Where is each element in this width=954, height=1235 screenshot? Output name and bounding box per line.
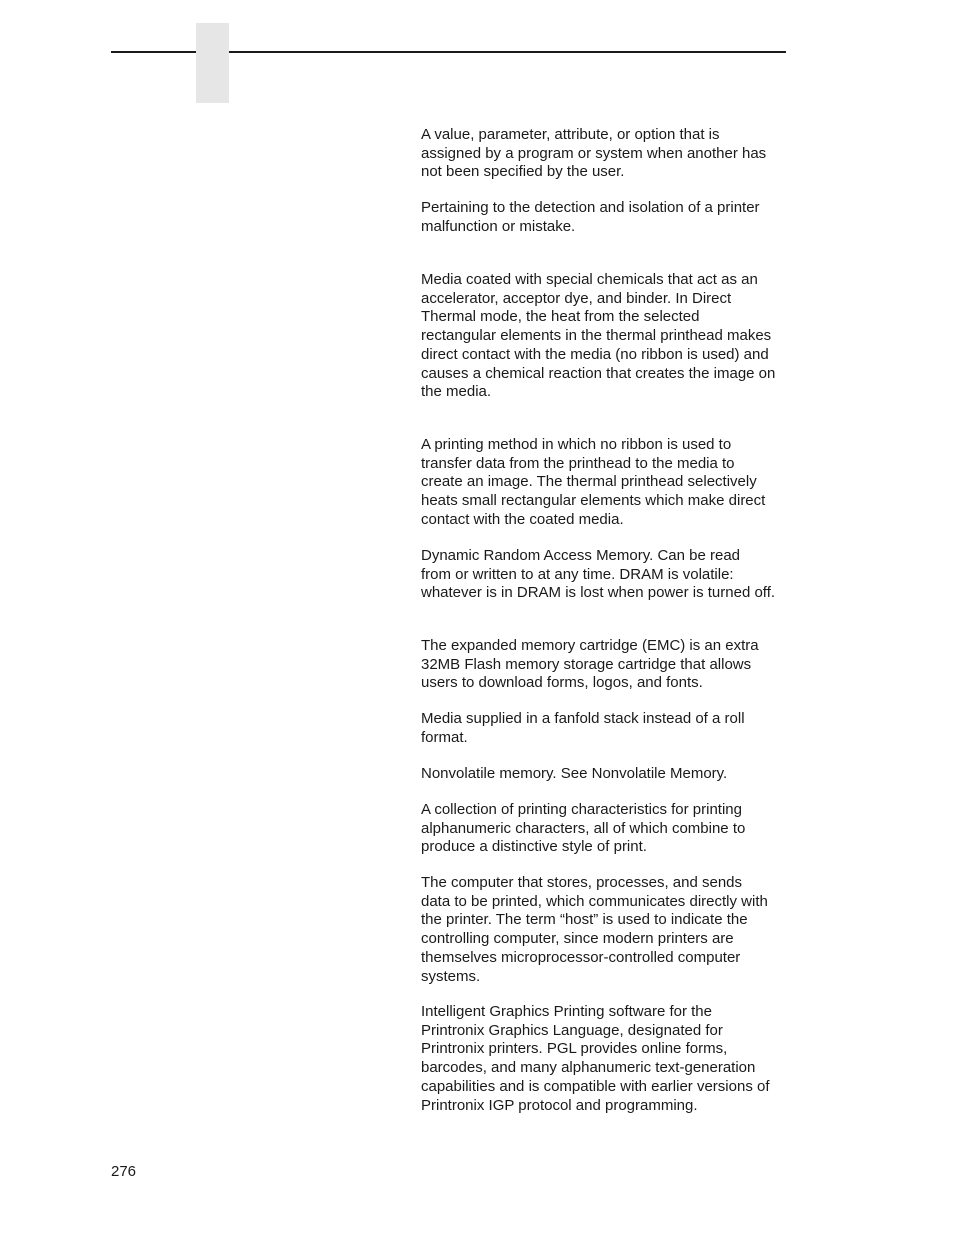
glossary-definition-emc: The expanded memory cartridge (EMC) is an extra 32MB Flash memory storage cartridge that allows users to download forms, logos, and fonts.	[421, 637, 759, 692]
page-number: 276	[111, 1163, 137, 1180]
header-rule-right	[229, 51, 786, 53]
header-rule-left	[111, 51, 196, 53]
chapter-tab-marker	[196, 23, 229, 103]
glossary-definition-fanfold: Media supplied in a fanfold stack instead of a roll format.	[421, 710, 745, 746]
glossary-definition-diagnostic: Pertaining to the detection and isolation of a printer malfunction or mistake.	[421, 199, 760, 235]
glossary-definition-direct-thermal-printing: A printing method in which no ribbon is used to transfer data from the printhead to the media to create an image. The thermal printhead selectively heats small rectangular elements which make direct contact with the coated media.	[421, 436, 766, 528]
glossary-definition-font: A collection of printing characteristics for printing alphanumeric characters, all of which combine to produce a distinctive style of print.	[421, 801, 746, 856]
glossary-definition-flash: Nonvolatile memory. See Nonvolatile Memory.	[421, 765, 728, 782]
glossary-definition-host: The computer that stores, processes, and sends data to be printed, which communicates directly with the printer. The term “host” is used to indicate the controlling computer, since modern printers are themselves microprocessor-controlled computer systems.	[421, 874, 768, 985]
glossary-definition-igp-pgl: Intelligent Graphics Printing software for the Printronix Graphics Language, designated for Printronix printers. PGL provides online forms, barcodes, and many alphanumeric text-generation capabilities and is compatible with earlier versions of Printronix IGP protocol and programming.	[421, 1003, 770, 1114]
glossary-definition-dram: Dynamic Random Access Memory. Can be read from or written to at any time. DRAM is volatile: whatever is in DRAM is lost when power is turned off.	[421, 547, 776, 602]
glossary-definition-default: A value, parameter, attribute, or option that is assigned by a program or system when another has not been specified by the user.	[421, 126, 767, 181]
glossary-definition-direct-thermal-media: Media coated with special chemicals that act as an accelerator, acceptor dye, and binder. In Direct Thermal mode, the heat from the selected rectangular elements in the thermal printhead makes direct contact with the media (no ribbon is used) and causes a chemical reaction that creates the image on the media.	[421, 271, 776, 401]
